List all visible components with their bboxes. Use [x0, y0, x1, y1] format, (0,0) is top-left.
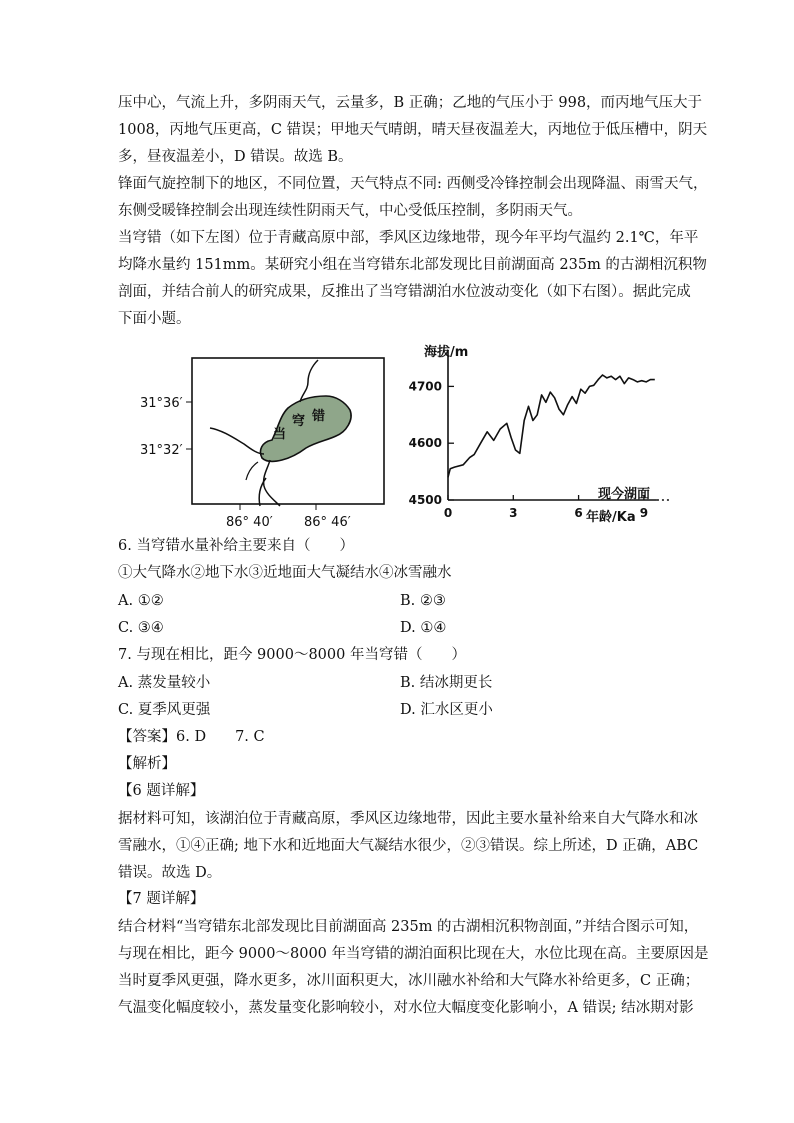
text-line: 东侧受暖锋控制会出现连续性阴雨天气，中心受低压控制，多阴雨天气。	[118, 203, 582, 219]
text-line: 雪融水，①④正确; 地下水和近地面大气凝结水很少，②③错误。综上所述，D 正确，ABC	[118, 838, 699, 854]
x-tick-label: 0	[443, 506, 453, 520]
text-line: 1008，丙地气压更高，C 错误；甲地天气晴朗，晴天昼夜温差大，丙地位于低压槽中，阴天	[118, 122, 708, 138]
text-line: 均降水量约 151mm。某研究小组在当穹错东北部发现比目前湖面高 235m 的古湖相沉积物	[118, 257, 707, 273]
text-line: 结合材料“当穹错东北部发现比目前湖面高 235m 的古湖相沉积物剖面，”并结合图示可知，	[118, 919, 699, 935]
intro-text	[118, 90, 708, 333]
text-line: 多，昼夜温差小，D 错误。故选 B。	[118, 149, 353, 165]
baseline-label: 现今湖面	[598, 487, 651, 502]
text-line: 剖面，并结合前人的研究成果，反推出了当穹错湖泊水位波动变化（如下右图）。据此完成	[118, 284, 691, 300]
q6-option-c[interactable]: C. ③④	[118, 620, 164, 636]
y-tick-label: 4500	[408, 493, 442, 507]
q7-option-d[interactable]: D. 汇水区更小	[400, 702, 493, 718]
text-line: 下面小题。	[118, 311, 191, 327]
text-line: 据材料可知，该湖泊位于青藏高原，季风区边缘地带，因此主要水量补给来自大气降水和冰	[118, 811, 698, 827]
analysis-label: 【解析】	[118, 756, 176, 772]
q6-subitems: ①大气降水②地下水③近地面大气凝结水④冰雪融水	[118, 565, 452, 581]
y-tick-label: 4700	[408, 379, 442, 394]
lake-name-char: 错	[312, 409, 326, 424]
detail7-label: 【7 题详解】	[118, 891, 205, 907]
lat-label: 31°36′	[140, 396, 183, 411]
x-tick-label: 9	[639, 506, 649, 520]
detail7-text	[118, 914, 709, 1022]
text-line: 错误。故选 D。	[118, 865, 222, 881]
text-line: 当时夏季风更强，降水更多，冰川面积更大，冰川融水补给和大气降水补给更多，C 正确；	[118, 973, 700, 989]
q7-option-a[interactable]: A. 蒸发量较小	[118, 675, 211, 691]
q7-stem: 7. 与现在相比，距今 9000～8000 年当穹错（ ）	[118, 647, 466, 663]
q6-option-d[interactable]: D. ①④	[400, 620, 447, 636]
x-axis-label: 年龄/Ka	[586, 510, 636, 525]
text-line: 当穹错（如下左图）位于青藏高原中部，季风区边缘地带，现今年平均气温约 2.1℃，年平	[118, 230, 699, 246]
text-line: 气温变化幅度较小，蒸发量变化影响较小，对水位大幅度变化影响小，A 错误; 结冰期对影	[118, 1000, 694, 1016]
lon-label: 86° 40′	[226, 515, 273, 530]
detail6-text	[118, 806, 699, 887]
q7-option-b[interactable]: B. 结冰期更长	[400, 675, 493, 691]
q7-option-c[interactable]: C. 夏季风更强	[118, 702, 211, 718]
lake-level-chart	[408, 338, 678, 530]
text-line: 锋面气旋控制下的地区，不同位置，天气特点不同: 西侧受冷锋控制会出现降温、雨雪天气，	[118, 176, 708, 192]
detail6-label: 【6 题详解】	[118, 783, 205, 799]
lake-name-char: 穹	[292, 414, 306, 429]
q6-stem: 6. 当穹错水量补给主要来自（ ）	[118, 538, 354, 554]
q6-option-b[interactable]: B. ②③	[400, 593, 446, 609]
x-tick-label: 3	[509, 506, 518, 520]
y-axis-label: 海拔/m	[424, 345, 469, 360]
text-line: 与现在相比，距今 9000～8000 年当穹错的湖泊面积比现在大，水位比现在高。主要原因是	[118, 946, 709, 962]
lake-level-series-line	[448, 375, 655, 477]
lon-label: 86° 46′	[304, 515, 351, 530]
q6-option-a[interactable]: A. ①②	[118, 593, 164, 609]
x-tick-label: 6	[574, 506, 583, 520]
answer-line: 【答案】6. D 7. C	[118, 729, 265, 745]
y-tick-label: 4600	[408, 436, 442, 451]
lat-label: 31°32′	[140, 443, 183, 458]
lake-map	[140, 350, 400, 530]
text-line: 压中心，气流上升，多阴雨天气，云量多，B 正确；乙地的气压小于 998，而丙地气压大于	[118, 95, 703, 111]
lake-name-char: 当	[273, 427, 287, 442]
